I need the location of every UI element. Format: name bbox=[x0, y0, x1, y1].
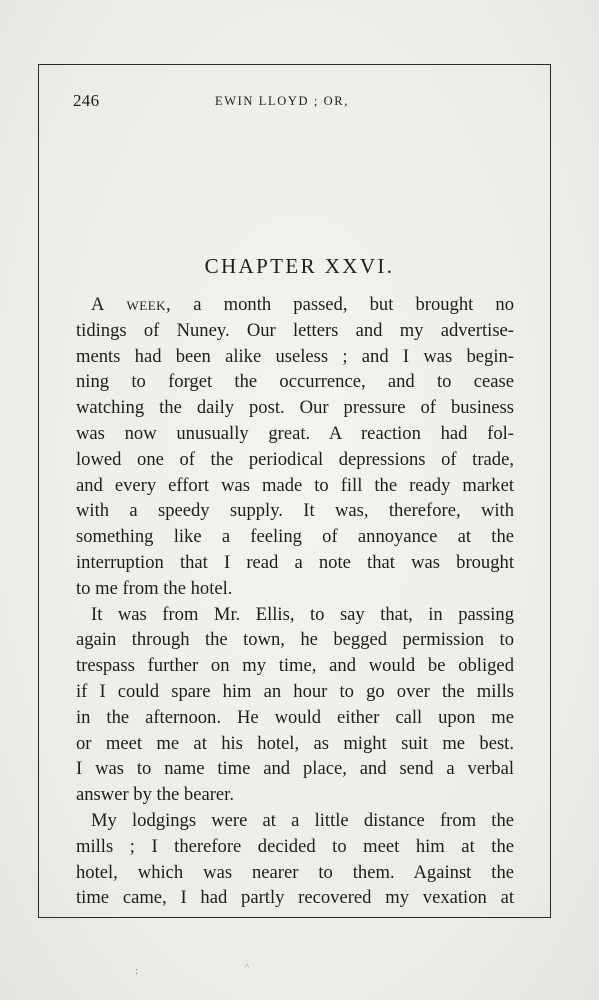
text-line: hotel, which was nearer to them. Against the bbox=[76, 861, 514, 883]
text-line: interruption that I read a note that was brought bbox=[76, 551, 514, 573]
text-line: something like a feeling of annoyance at the bbox=[76, 526, 514, 548]
text-line: trespass further on my time, and would be obliged bbox=[76, 655, 514, 677]
text-line: was now unusually great. A reaction had fol- bbox=[76, 422, 514, 444]
text-line: My lodgings were at a little distance from the bbox=[91, 809, 514, 831]
page-number: 246 bbox=[73, 91, 100, 110]
text-line: It was from Mr. Ellis, to say that, in passing bbox=[91, 603, 514, 625]
text-line: time came, I had partly recovered my vexation at bbox=[76, 887, 514, 909]
text-line: or meet me at his hotel, as might suit me best. bbox=[76, 732, 514, 754]
text-line: mills ; I therefore decided to meet him at the bbox=[76, 835, 514, 857]
text-line: and every effort was made to fill the ready market bbox=[76, 474, 514, 496]
text-line: lowed one of the periodical depressions of trade, bbox=[76, 448, 514, 470]
text-line: if I could spare him an hour to go over the mills bbox=[76, 680, 514, 702]
text-line: with a speedy supply. It was, therefore, with bbox=[76, 500, 514, 522]
text-line: I was to name time and place, and send a verbal bbox=[76, 758, 514, 780]
text-line: again through the town, he begged permission to bbox=[76, 629, 514, 651]
text-line bbox=[76, 292, 514, 318]
text-line-rest: a month passed, but brought no bbox=[171, 294, 514, 315]
running-title: EWIN LLOYD ; OR, bbox=[215, 94, 349, 108]
text-line: to me from the hotel. bbox=[76, 577, 233, 599]
body-text bbox=[76, 292, 514, 911]
chapter-title: CHAPTER XXVI. bbox=[204, 254, 395, 278]
text-line: tidings of Nuney. Our letters and my advertise- bbox=[76, 319, 514, 341]
print-speck: : bbox=[135, 965, 139, 977]
text-line: ning to forget the occurrence, and to cease bbox=[76, 371, 514, 393]
text-line: ments had been alike useless ; and I was begin- bbox=[76, 345, 514, 367]
opening-smallcaps: A week, bbox=[91, 294, 172, 315]
print-speck: ^ bbox=[245, 962, 250, 972]
page-header bbox=[73, 91, 516, 115]
text-line: answer by the bearer. bbox=[76, 784, 234, 806]
text-line: in the afternoon. He would either call upon me bbox=[76, 706, 514, 728]
text-line: watching the daily post. Our pressure of business bbox=[76, 397, 514, 419]
